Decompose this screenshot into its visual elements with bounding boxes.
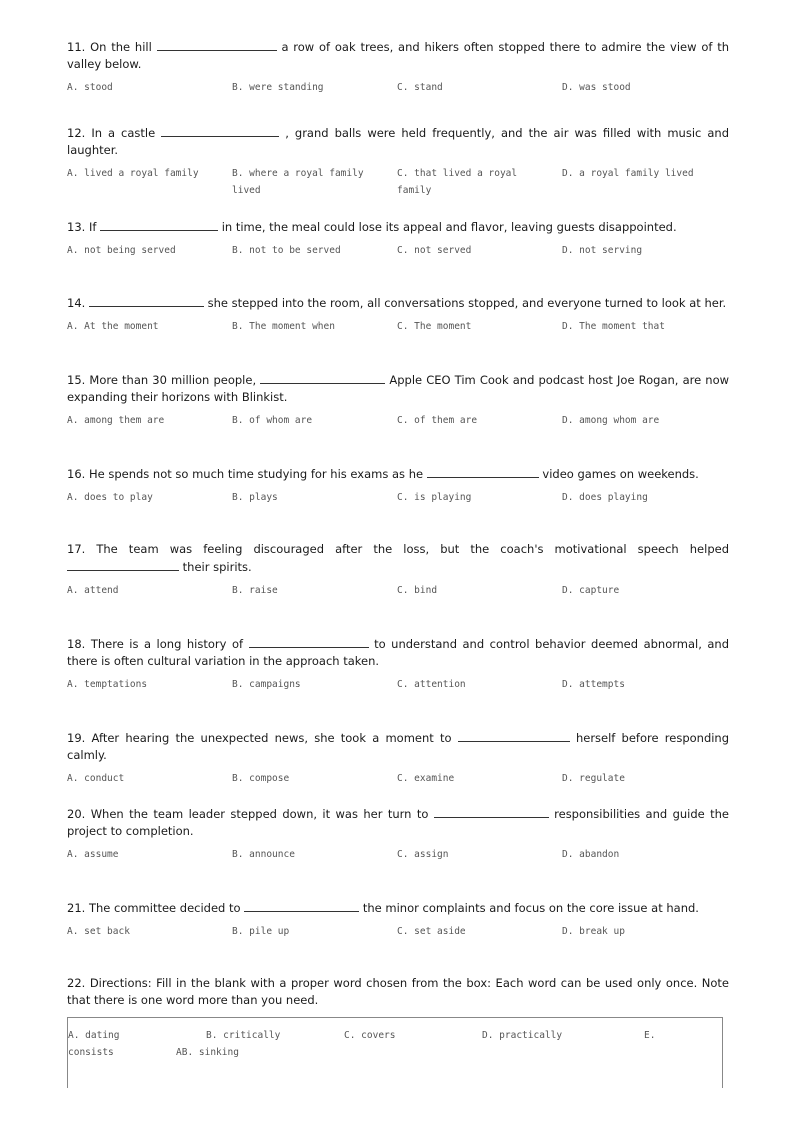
question-19 [67,729,729,804]
options [67,582,729,616]
question-stem: 19. After hearing the unexpected news, she took a moment to herself before responding calmly. [67,731,730,762]
question-stem: 12. In a castle , grand balls were held frequently, and the air was filled with music and laughter. [67,126,729,157]
answer-blank [161,124,279,137]
answer-blank [244,899,359,912]
option-c: C. that lived a royal family [397,168,518,196]
option-d: D. The moment that [562,321,665,332]
option-b: B. raise [232,585,278,596]
question-15 [67,371,729,446]
answer-blank [260,371,385,384]
answer-blank [89,294,204,307]
question-16 [67,465,729,523]
option-a: A. set back [67,926,130,937]
option-d: D. not serving [562,245,643,256]
question-stem: 14. she stepped into the room, all conversations stopped, and everyone turned to look at her. [67,296,727,310]
question-stem: 13. If in time, the meal could lose its appeal and flavor, leaving guests disappointed. [67,220,677,234]
option-a: A. does to play [67,492,153,503]
option-d: D. capture [562,585,620,596]
word-option-ab: AB. sinking [176,1047,239,1058]
question-11 [67,38,729,113]
question-13 [67,218,729,276]
option-d: D. break up [562,926,625,937]
options [67,165,729,199]
word-option-e-word: consists [68,1047,114,1058]
option-a: A. temptations [67,679,148,690]
word-option-a: A. dating [68,1030,120,1041]
options [67,79,729,113]
option-d: D. among whom are [562,415,660,426]
options [67,489,729,523]
question-14 [67,294,729,352]
option-b: B. of whom are [232,415,313,426]
option-c: C. of them are [397,415,478,426]
option-d: D. abandon [562,849,620,860]
question-22-directions [67,975,729,1009]
option-c: C. is playing [397,492,472,503]
option-d: D. regulate [562,773,625,784]
options [67,923,729,957]
option-c: C. set aside [397,926,466,937]
option-b: B. campaigns [232,679,301,690]
answer-blank [249,635,369,648]
word-option-c: C. covers [344,1030,396,1041]
options [67,676,729,710]
option-c: C. assign [397,849,449,860]
answer-blank [458,729,570,742]
option-a: A. lived a royal family [67,168,199,179]
options [67,242,729,276]
option-a: A. not being served [67,245,176,256]
question-stem: 18. There is a long history of to understand and control behavior deemed abnormal, and there is often cultural variation in the approach taken. [67,637,730,668]
option-b: B. announce [232,849,295,860]
word-option-e: E. [644,1030,656,1041]
option-a: A. conduct [67,773,125,784]
answer-blank [427,465,539,478]
answer-blank [434,805,549,818]
question-20 [67,805,729,880]
option-c: C. stand [397,82,443,93]
option-c: C. The moment [397,321,472,332]
question-18 [67,635,729,710]
option-c: C. attention [397,679,466,690]
option-b: B. pile up [232,926,290,937]
option-a: A. assume [67,849,119,860]
option-c: C. examine [397,773,455,784]
options [67,846,729,880]
answer-blank [100,218,218,231]
question-stem: 16. He spends not so much time studying for his exams as he video games on weekends. [67,467,699,481]
word-option-d: D. practically [482,1030,563,1041]
options [67,412,729,446]
question-stem: 17. The team was feeling discouraged after the loss, but the coach's motivational speech helped their spirits. [67,542,730,574]
question-21 [67,899,729,957]
option-a: A. At the moment [67,321,159,332]
option-d: D. does playing [562,492,648,503]
option-a: A. stood [67,82,113,93]
option-c: C. bind [397,585,438,596]
option-a: A. among them are [67,415,165,426]
question-stem: 21. The committee decided to the minor complaints and focus on the core issue at hand. [67,901,699,915]
option-d: D. attempts [562,679,625,690]
question-12 [67,124,729,199]
word-box [67,1017,723,1088]
options [67,318,729,352]
option-d: D. was stood [562,82,631,93]
option-a: A. attend [67,585,119,596]
word-option-b: B. critically [206,1030,281,1041]
answer-blank [157,38,277,51]
option-b: B. compose [232,773,290,784]
answer-blank [67,558,179,571]
options [67,770,729,804]
question-stem: 20. When the team leader stepped down, it was her turn to responsibilities and guide the project to completion. [67,807,729,838]
question-17 [67,541,729,616]
directions-text: 22. Directions: Fill in the blank with a proper word chosen from the box: Each word can be used only once. Note that there is one word more than you need. [67,976,730,1007]
option-d: D. a royal family lived [562,168,694,179]
question-stem: 15. More than 30 million people, Apple CEO Tim Cook and podcast host Joe Rogan, are now expanding their horizons with Blinkist. [67,373,730,404]
option-b: B. plays [232,492,278,503]
option-b: B. not to be served [232,245,341,256]
question-stem: 11. On the hill a row of oak trees, and hikers often stopped there to admire the view of th valley below. [67,40,730,71]
option-b: B. where a royal family lived [232,168,364,196]
option-b: B. The moment when [232,321,335,332]
option-c: C. not served [397,245,472,256]
option-b: B. were standing [232,82,324,93]
